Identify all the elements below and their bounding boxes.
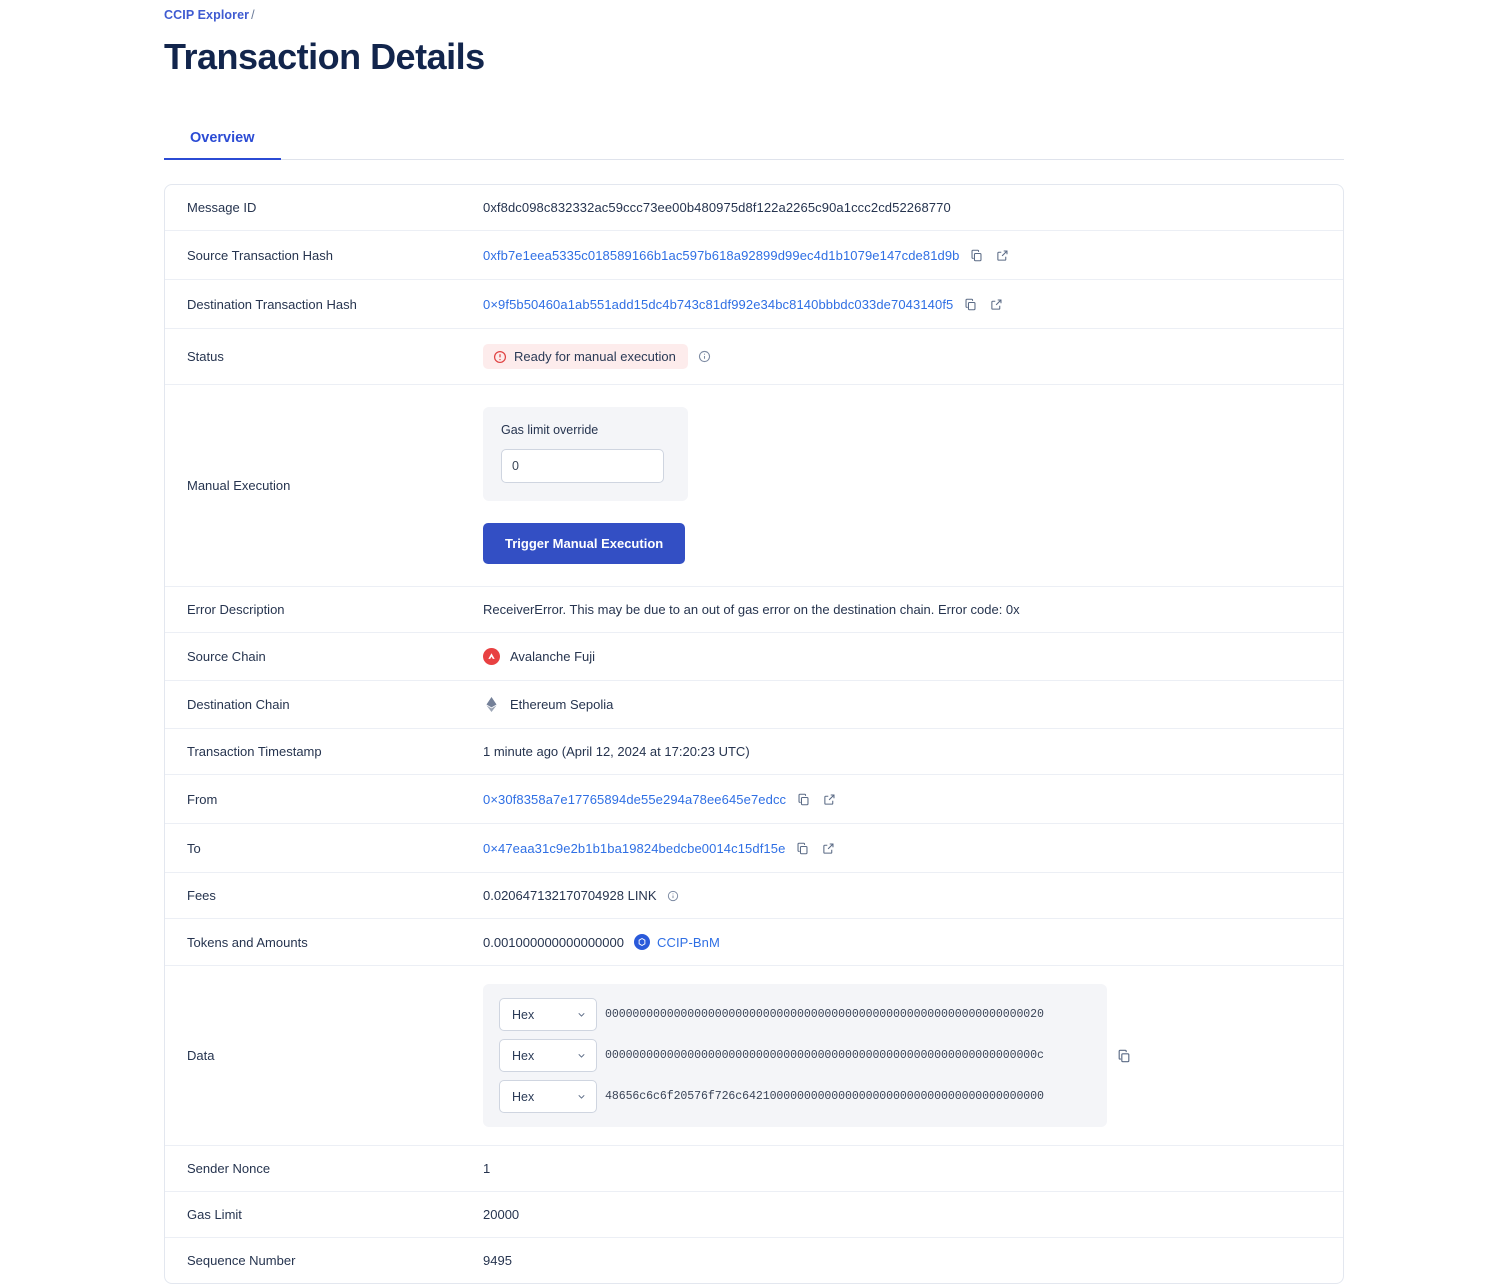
gas-limit-override-panel	[483, 407, 688, 501]
row-value-manual-execution	[483, 385, 1343, 586]
token-symbol-link[interactable]: CCIP-BnM	[656, 934, 720, 950]
data-line	[499, 998, 1093, 1031]
message-id-value: 0xf8dc098c832332ac59ccc73ee00b480975d8f122a2265c90a1ccc2cd52268770	[483, 200, 951, 215]
trigger-manual-execution-button[interactable]: Trigger Manual Execution	[483, 523, 685, 564]
status-badge	[483, 344, 688, 369]
row-value-sender-nonce: 1	[483, 1161, 491, 1176]
chevron-down-icon	[576, 1050, 587, 1061]
row-label-to: To	[187, 840, 201, 856]
alert-circle-icon	[493, 350, 507, 364]
chevron-down-icon	[576, 1091, 587, 1102]
tab-bar	[164, 120, 1344, 160]
row-label-status: Status	[187, 349, 224, 364]
encoding-select-2[interactable]	[499, 1080, 597, 1113]
source-chain-label: Avalanche Fuji	[510, 649, 596, 664]
gas-limit-override-input[interactable]	[501, 449, 664, 483]
row-label-data: Data	[187, 1048, 215, 1063]
source-tx-hash-link[interactable]: 0xfb7e1eea5335c018589166b1ac597b618a92899d99ec4d1b1079e147cde81d9b	[483, 247, 960, 263]
table-row	[165, 280, 1343, 329]
row-label-destination-chain: Destination Chain	[187, 697, 290, 712]
row-label-manual-execution: Manual Execution	[187, 478, 291, 493]
table-row	[165, 633, 1343, 681]
encoding-select-1[interactable]	[499, 1039, 597, 1072]
fees-value: 0.020647132170704928 LINK	[483, 888, 657, 903]
table-row	[165, 329, 1343, 385]
row-label-destination-tx-hash: Destination Transaction Hash	[187, 296, 357, 312]
destination-tx-hash-link[interactable]: 0×9f5b50460a1ab551add15dc4b743c81df992e34bc8140bbbdc033de7043140f5	[483, 296, 954, 312]
encoding-select-value: Hex	[512, 1089, 535, 1104]
table-row	[165, 919, 1343, 966]
copy-icon[interactable]	[793, 839, 811, 857]
external-link-icon[interactable]	[994, 246, 1012, 264]
row-value-timestamp: 1 minute ago (April 12, 2024 at 17:20:23 UTC)	[483, 744, 750, 759]
row-label-source-tx-hash: Source Transaction Hash	[187, 247, 333, 263]
gas-limit-override-label: Gas limit override	[501, 423, 599, 437]
copy-icon[interactable]	[1117, 1049, 1131, 1063]
row-value-data	[483, 966, 1343, 1145]
status-label: Ready for manual execution	[514, 349, 676, 364]
page-title: Transaction Details	[164, 36, 485, 77]
table-row	[165, 681, 1343, 729]
encoding-select-value: Hex	[512, 1048, 535, 1063]
row-value-from	[483, 775, 1343, 823]
data-panel	[483, 984, 1107, 1127]
row-value-destination-tx-hash	[483, 280, 1343, 328]
row-label-error-description: Error Description	[187, 602, 285, 617]
row-value-source-chain	[483, 633, 1343, 680]
row-value-sequence-number: 9495	[483, 1253, 512, 1268]
row-value-tokens-and-amounts	[483, 919, 1343, 965]
breadcrumb-parent-link[interactable]: CCIP Explorer	[164, 8, 250, 22]
table-row	[165, 185, 1343, 231]
row-value-source-tx-hash	[483, 231, 1343, 279]
breadcrumb-separator: /	[251, 8, 255, 22]
details-table	[164, 184, 1344, 1284]
external-link-icon[interactable]	[987, 295, 1005, 313]
info-icon[interactable]	[667, 890, 679, 902]
row-value-to	[483, 824, 1343, 872]
to-address-link[interactable]: 0×47eaa31c9e2b1b1ba19824bedcbe0014c15df15e	[483, 840, 786, 856]
data-hex-value-1: 000000000000000000000000000000000000000000000000000000000000000c	[605, 1049, 1044, 1062]
table-row	[165, 824, 1343, 873]
data-hex-value-0: 0000000000000000000000000000000000000000000000000000000000000020	[605, 1008, 1044, 1021]
table-row	[165, 775, 1343, 824]
table-row	[165, 873, 1343, 919]
external-link-icon[interactable]	[820, 790, 838, 808]
table-row	[165, 729, 1343, 775]
row-value-fees	[483, 873, 1343, 918]
table-row	[165, 231, 1343, 280]
row-label-tokens-and-amounts: Tokens and Amounts	[187, 934, 308, 950]
ethereum-logo-icon	[483, 696, 500, 713]
table-row	[165, 1192, 1343, 1238]
row-label-message-id: Message ID	[187, 200, 257, 215]
data-line	[499, 1039, 1093, 1072]
row-label-from: From	[187, 791, 218, 807]
row-value-gas-limit: 20000	[483, 1207, 520, 1222]
data-hex-value-2: 48656c6c6f20576f726c64210000000000000000000000000000000000000000	[605, 1090, 1044, 1103]
avalanche-logo-icon	[483, 648, 500, 665]
row-value-message-id	[483, 185, 1343, 230]
tab-overview[interactable]: Overview	[164, 120, 281, 160]
data-lines	[499, 998, 1093, 1113]
table-row	[165, 385, 1343, 587]
row-label-source-chain: Source Chain	[187, 649, 266, 664]
chevron-down-icon	[576, 1009, 587, 1020]
row-label-sender-nonce: Sender Nonce	[187, 1161, 271, 1176]
row-value-status	[483, 329, 1343, 384]
token-amount: 0.001000000000000000	[483, 934, 624, 950]
row-label-timestamp: Transaction Timestamp	[187, 744, 322, 759]
destination-chain-label: Ethereum Sepolia	[510, 697, 614, 712]
row-label-fees: Fees	[187, 888, 216, 903]
copy-icon[interactable]	[968, 246, 986, 264]
breadcrumb	[164, 0, 1500, 22]
row-label-sequence-number: Sequence Number	[187, 1253, 296, 1268]
copy-icon[interactable]	[794, 790, 812, 808]
table-row	[165, 1146, 1343, 1192]
from-address-link[interactable]: 0×30f8358a7e17765894de55e294a78ee645e7edcc	[483, 791, 787, 807]
row-value-destination-chain	[483, 681, 1343, 728]
row-value-error-description: ReceiverError. This may be due to an out of gas error on the destination chain. Error code: 0x	[483, 602, 1020, 617]
encoding-select-0[interactable]	[499, 998, 597, 1031]
table-row	[165, 587, 1343, 633]
row-label-gas-limit: Gas Limit	[187, 1207, 242, 1222]
external-link-icon[interactable]	[819, 839, 837, 857]
info-icon[interactable]	[698, 350, 711, 363]
table-row	[165, 1238, 1343, 1283]
data-line	[499, 1080, 1093, 1113]
ccip-bnm-token-icon	[634, 934, 650, 950]
table-row	[165, 966, 1343, 1146]
copy-icon[interactable]	[961, 295, 979, 313]
encoding-select-value: Hex	[512, 1007, 535, 1022]
